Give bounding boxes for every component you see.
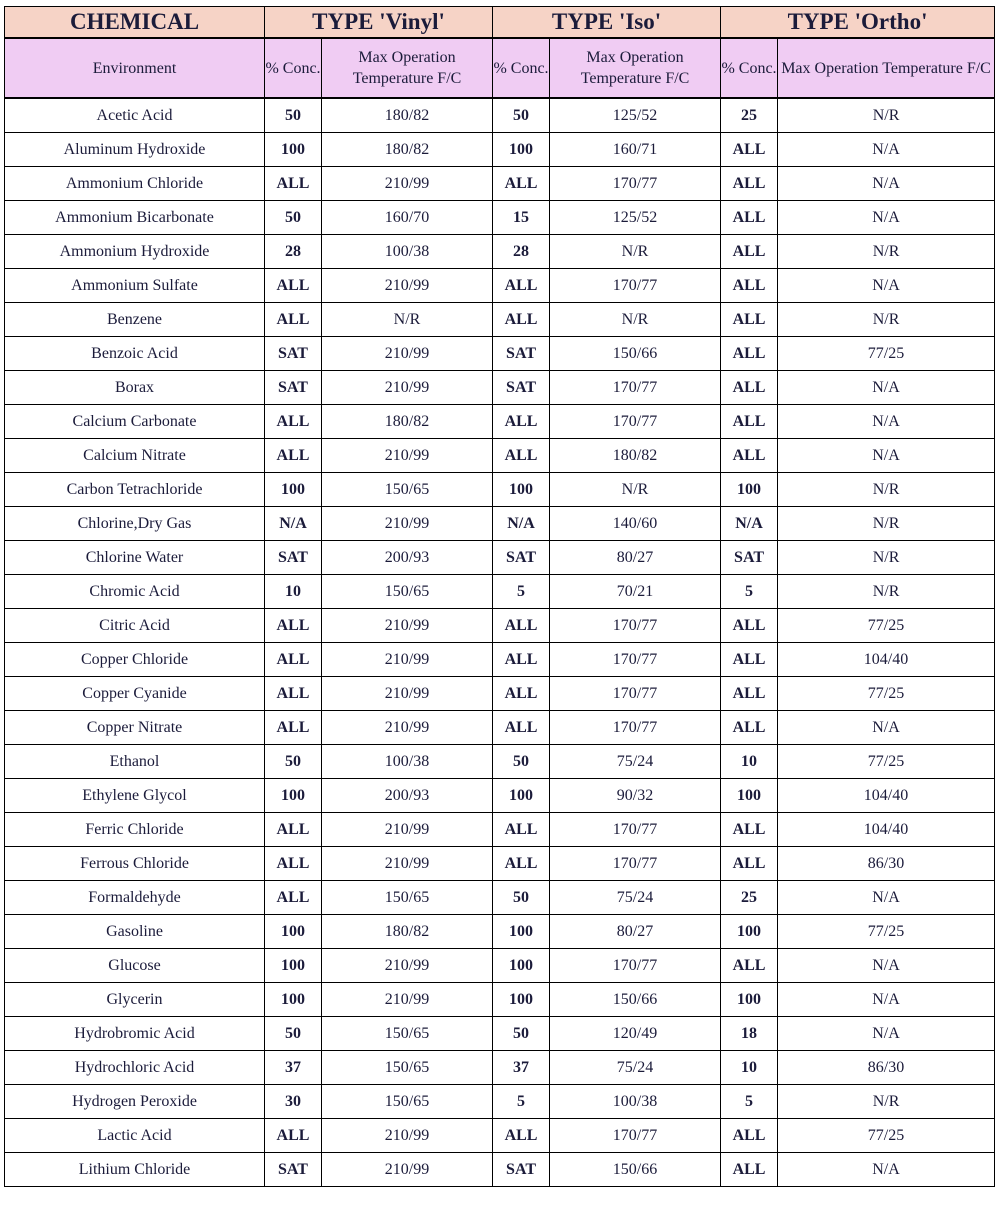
iso-temp-cell: 170/77 bbox=[550, 1119, 721, 1153]
chemical-name-cell: Hydrochloric Acid bbox=[5, 1051, 265, 1085]
table-row bbox=[5, 983, 995, 1017]
chemical-name-cell: Ferric Chloride bbox=[5, 813, 265, 847]
table-row bbox=[5, 235, 995, 269]
table-row bbox=[5, 915, 995, 949]
vinyl-temp-cell: 210/99 bbox=[322, 949, 493, 983]
table-row bbox=[5, 133, 995, 167]
chemical-name-cell: Chromic Acid bbox=[5, 575, 265, 609]
ortho-temp-cell: 77/25 bbox=[778, 745, 995, 779]
subheader-environment: Environment bbox=[5, 38, 265, 98]
chemical-name-cell: Copper Cyanide bbox=[5, 677, 265, 711]
ortho-temp-cell: N/R bbox=[778, 303, 995, 337]
vinyl-conc-cell: ALL bbox=[265, 643, 322, 677]
vinyl-conc-cell: 50 bbox=[265, 201, 322, 235]
ortho-conc-cell: ALL bbox=[721, 167, 778, 201]
ortho-conc-cell: 100 bbox=[721, 473, 778, 507]
iso-temp-cell: 125/52 bbox=[550, 201, 721, 235]
iso-conc-cell: ALL bbox=[493, 677, 550, 711]
iso-conc-cell: 5 bbox=[493, 575, 550, 609]
vinyl-conc-cell: SAT bbox=[265, 337, 322, 371]
ortho-conc-cell: ALL bbox=[721, 813, 778, 847]
iso-conc-cell: 15 bbox=[493, 201, 550, 235]
iso-temp-cell: 170/77 bbox=[550, 167, 721, 201]
vinyl-conc-cell: 100 bbox=[265, 473, 322, 507]
subheader-vinyl-conc: % Conc. bbox=[265, 38, 322, 98]
chemical-name-cell: Borax bbox=[5, 371, 265, 405]
iso-conc-cell: 28 bbox=[493, 235, 550, 269]
iso-temp-cell: 170/77 bbox=[550, 269, 721, 303]
vinyl-temp-cell: 210/99 bbox=[322, 167, 493, 201]
iso-temp-cell: 75/24 bbox=[550, 881, 721, 915]
ortho-temp-cell: N/A bbox=[778, 167, 995, 201]
iso-conc-cell: SAT bbox=[493, 541, 550, 575]
ortho-temp-cell: N/A bbox=[778, 371, 995, 405]
subheader-ortho-temp: Max Operation Temperature F/C bbox=[778, 38, 995, 98]
ortho-conc-cell: ALL bbox=[721, 1153, 778, 1187]
ortho-temp-cell: 77/25 bbox=[778, 915, 995, 949]
vinyl-temp-cell: 100/38 bbox=[322, 745, 493, 779]
iso-conc-cell: ALL bbox=[493, 1119, 550, 1153]
vinyl-conc-cell: 28 bbox=[265, 235, 322, 269]
iso-conc-cell: 50 bbox=[493, 745, 550, 779]
vinyl-temp-cell: 210/99 bbox=[322, 983, 493, 1017]
ortho-conc-cell: ALL bbox=[721, 1119, 778, 1153]
vinyl-temp-cell: 200/93 bbox=[322, 779, 493, 813]
table-row bbox=[5, 1153, 995, 1187]
ortho-conc-cell: ALL bbox=[721, 337, 778, 371]
ortho-temp-cell: N/A bbox=[778, 983, 995, 1017]
ortho-conc-cell: ALL bbox=[721, 133, 778, 167]
iso-temp-cell: 170/77 bbox=[550, 643, 721, 677]
iso-conc-cell: ALL bbox=[493, 847, 550, 881]
vinyl-conc-cell: 100 bbox=[265, 915, 322, 949]
vinyl-conc-cell: ALL bbox=[265, 711, 322, 745]
ortho-conc-cell: ALL bbox=[721, 847, 778, 881]
vinyl-conc-cell: ALL bbox=[265, 677, 322, 711]
chemical-name-cell: Lactic Acid bbox=[5, 1119, 265, 1153]
ortho-conc-cell: ALL bbox=[721, 439, 778, 473]
iso-temp-cell: 150/66 bbox=[550, 1153, 721, 1187]
chemical-name-cell: Hydrobromic Acid bbox=[5, 1017, 265, 1051]
chemical-name-cell: Glucose bbox=[5, 949, 265, 983]
vinyl-conc-cell: ALL bbox=[265, 439, 322, 473]
header-row bbox=[5, 7, 995, 39]
vinyl-temp-cell: 150/65 bbox=[322, 575, 493, 609]
vinyl-conc-cell: ALL bbox=[265, 881, 322, 915]
iso-temp-cell: 170/77 bbox=[550, 371, 721, 405]
vinyl-temp-cell: 210/99 bbox=[322, 507, 493, 541]
table-body bbox=[5, 98, 995, 1187]
vinyl-conc-cell: 100 bbox=[265, 949, 322, 983]
header-vinyl: TYPE 'Vinyl' bbox=[265, 7, 493, 39]
ortho-conc-cell: ALL bbox=[721, 303, 778, 337]
table-row bbox=[5, 711, 995, 745]
ortho-temp-cell: 104/40 bbox=[778, 643, 995, 677]
iso-temp-cell: 150/66 bbox=[550, 983, 721, 1017]
ortho-temp-cell: N/A bbox=[778, 201, 995, 235]
table-row bbox=[5, 405, 995, 439]
iso-conc-cell: SAT bbox=[493, 1153, 550, 1187]
vinyl-temp-cell: 210/99 bbox=[322, 643, 493, 677]
vinyl-conc-cell: SAT bbox=[265, 371, 322, 405]
ortho-temp-cell: N/A bbox=[778, 439, 995, 473]
table-row bbox=[5, 1051, 995, 1085]
iso-temp-cell: 170/77 bbox=[550, 677, 721, 711]
iso-conc-cell: ALL bbox=[493, 439, 550, 473]
header-ortho: TYPE 'Ortho' bbox=[721, 7, 995, 39]
chemical-name-cell: Carbon Tetrachloride bbox=[5, 473, 265, 507]
vinyl-temp-cell: 210/99 bbox=[322, 1153, 493, 1187]
ortho-temp-cell: N/R bbox=[778, 473, 995, 507]
iso-temp-cell: 170/77 bbox=[550, 711, 721, 745]
subheader-iso-conc: % Conc. bbox=[493, 38, 550, 98]
iso-temp-cell: N/R bbox=[550, 235, 721, 269]
chemical-name-cell: Ammonium Chloride bbox=[5, 167, 265, 201]
vinyl-temp-cell: 210/99 bbox=[322, 609, 493, 643]
iso-conc-cell: ALL bbox=[493, 643, 550, 677]
iso-conc-cell: ALL bbox=[493, 269, 550, 303]
table-row bbox=[5, 745, 995, 779]
ortho-temp-cell: N/A bbox=[778, 133, 995, 167]
ortho-temp-cell: N/A bbox=[778, 1153, 995, 1187]
ortho-conc-cell: 100 bbox=[721, 915, 778, 949]
vinyl-conc-cell: 100 bbox=[265, 133, 322, 167]
ortho-temp-cell: N/R bbox=[778, 507, 995, 541]
table-row bbox=[5, 439, 995, 473]
ortho-temp-cell: 86/30 bbox=[778, 847, 995, 881]
ortho-temp-cell: 77/25 bbox=[778, 677, 995, 711]
iso-conc-cell: 100 bbox=[493, 133, 550, 167]
ortho-conc-cell: 5 bbox=[721, 575, 778, 609]
table-row bbox=[5, 949, 995, 983]
table-row bbox=[5, 609, 995, 643]
subheader-row bbox=[5, 38, 995, 98]
iso-temp-cell: 75/24 bbox=[550, 1051, 721, 1085]
table-row bbox=[5, 779, 995, 813]
iso-conc-cell: ALL bbox=[493, 405, 550, 439]
table-row bbox=[5, 813, 995, 847]
chemical-name-cell: Lithium Chloride bbox=[5, 1153, 265, 1187]
vinyl-conc-cell: 50 bbox=[265, 98, 322, 133]
chemical-name-cell: Benzoic Acid bbox=[5, 337, 265, 371]
table-row bbox=[5, 575, 995, 609]
table-row bbox=[5, 541, 995, 575]
ortho-temp-cell: N/A bbox=[778, 949, 995, 983]
vinyl-temp-cell: 180/82 bbox=[322, 405, 493, 439]
vinyl-temp-cell: 210/99 bbox=[322, 1119, 493, 1153]
iso-temp-cell: 120/49 bbox=[550, 1017, 721, 1051]
ortho-temp-cell: N/R bbox=[778, 1085, 995, 1119]
table-row bbox=[5, 847, 995, 881]
iso-temp-cell: 170/77 bbox=[550, 847, 721, 881]
iso-temp-cell: 100/38 bbox=[550, 1085, 721, 1119]
vinyl-temp-cell: 150/65 bbox=[322, 473, 493, 507]
vinyl-temp-cell: 210/99 bbox=[322, 711, 493, 745]
iso-temp-cell: 170/77 bbox=[550, 609, 721, 643]
chemical-name-cell: Ammonium Bicarbonate bbox=[5, 201, 265, 235]
vinyl-temp-cell: 210/99 bbox=[322, 677, 493, 711]
ortho-temp-cell: 104/40 bbox=[778, 813, 995, 847]
chemical-name-cell: Calcium Carbonate bbox=[5, 405, 265, 439]
iso-conc-cell: SAT bbox=[493, 337, 550, 371]
ortho-temp-cell: N/R bbox=[778, 541, 995, 575]
ortho-conc-cell: ALL bbox=[721, 949, 778, 983]
ortho-temp-cell: N/R bbox=[778, 575, 995, 609]
chemical-name-cell: Aluminum Hydroxide bbox=[5, 133, 265, 167]
chemical-name-cell: Ammonium Hydroxide bbox=[5, 235, 265, 269]
vinyl-conc-cell: 50 bbox=[265, 1017, 322, 1051]
vinyl-temp-cell: N/R bbox=[322, 303, 493, 337]
subheader-vinyl-temp: Max Operation Temperature F/C bbox=[322, 38, 493, 98]
vinyl-conc-cell: SAT bbox=[265, 1153, 322, 1187]
iso-conc-cell: N/A bbox=[493, 507, 550, 541]
vinyl-conc-cell: ALL bbox=[265, 167, 322, 201]
vinyl-temp-cell: 150/65 bbox=[322, 881, 493, 915]
table-row bbox=[5, 371, 995, 405]
ortho-conc-cell: N/A bbox=[721, 507, 778, 541]
vinyl-conc-cell: 30 bbox=[265, 1085, 322, 1119]
ortho-conc-cell: ALL bbox=[721, 371, 778, 405]
iso-temp-cell: 80/27 bbox=[550, 541, 721, 575]
table-row bbox=[5, 303, 995, 337]
iso-temp-cell: 170/77 bbox=[550, 813, 721, 847]
chemical-resistance-table bbox=[4, 6, 995, 1187]
chemical-name-cell: Calcium Nitrate bbox=[5, 439, 265, 473]
iso-temp-cell: 170/77 bbox=[550, 405, 721, 439]
vinyl-temp-cell: 210/99 bbox=[322, 813, 493, 847]
chemical-name-cell: Gasoline bbox=[5, 915, 265, 949]
table-row bbox=[5, 201, 995, 235]
iso-temp-cell: N/R bbox=[550, 473, 721, 507]
iso-conc-cell: SAT bbox=[493, 371, 550, 405]
chemical-name-cell: Chlorine,Dry Gas bbox=[5, 507, 265, 541]
vinyl-conc-cell: ALL bbox=[265, 303, 322, 337]
header-iso: TYPE 'Iso' bbox=[493, 7, 721, 39]
ortho-conc-cell: ALL bbox=[721, 201, 778, 235]
ortho-conc-cell: SAT bbox=[721, 541, 778, 575]
ortho-temp-cell: 77/25 bbox=[778, 609, 995, 643]
chemical-name-cell: Copper Nitrate bbox=[5, 711, 265, 745]
vinyl-temp-cell: 210/99 bbox=[322, 269, 493, 303]
vinyl-conc-cell: 100 bbox=[265, 983, 322, 1017]
ortho-temp-cell: N/A bbox=[778, 269, 995, 303]
vinyl-conc-cell: ALL bbox=[265, 609, 322, 643]
chemical-name-cell: Ammonium Sulfate bbox=[5, 269, 265, 303]
ortho-temp-cell: 104/40 bbox=[778, 779, 995, 813]
chemical-name-cell: Ethanol bbox=[5, 745, 265, 779]
chemical-name-cell: Glycerin bbox=[5, 983, 265, 1017]
ortho-temp-cell: 77/25 bbox=[778, 1119, 995, 1153]
chemical-name-cell: Acetic Acid bbox=[5, 98, 265, 133]
iso-conc-cell: 100 bbox=[493, 949, 550, 983]
ortho-conc-cell: ALL bbox=[721, 235, 778, 269]
vinyl-conc-cell: ALL bbox=[265, 847, 322, 881]
iso-conc-cell: 50 bbox=[493, 1017, 550, 1051]
ortho-conc-cell: 10 bbox=[721, 745, 778, 779]
vinyl-temp-cell: 200/93 bbox=[322, 541, 493, 575]
table-row bbox=[5, 507, 995, 541]
chemical-name-cell: Ferrous Chloride bbox=[5, 847, 265, 881]
vinyl-temp-cell: 210/99 bbox=[322, 337, 493, 371]
table-row bbox=[5, 643, 995, 677]
ortho-conc-cell: ALL bbox=[721, 711, 778, 745]
header-chemical: CHEMICAL bbox=[5, 7, 265, 39]
chemical-name-cell: Ethylene Glycol bbox=[5, 779, 265, 813]
subheader-iso-temp: Max Operation Temperature F/C bbox=[550, 38, 721, 98]
iso-temp-cell: 70/21 bbox=[550, 575, 721, 609]
vinyl-conc-cell: N/A bbox=[265, 507, 322, 541]
chemical-name-cell: Formaldehyde bbox=[5, 881, 265, 915]
vinyl-conc-cell: 100 bbox=[265, 779, 322, 813]
vinyl-conc-cell: 10 bbox=[265, 575, 322, 609]
table-row bbox=[5, 98, 995, 133]
chemical-name-cell: Citric Acid bbox=[5, 609, 265, 643]
ortho-conc-cell: 5 bbox=[721, 1085, 778, 1119]
vinyl-temp-cell: 180/82 bbox=[322, 98, 493, 133]
table-row bbox=[5, 881, 995, 915]
iso-temp-cell: 125/52 bbox=[550, 98, 721, 133]
vinyl-temp-cell: 160/70 bbox=[322, 201, 493, 235]
chemical-name-cell: Benzene bbox=[5, 303, 265, 337]
iso-temp-cell: 75/24 bbox=[550, 745, 721, 779]
table-row bbox=[5, 677, 995, 711]
vinyl-temp-cell: 210/99 bbox=[322, 847, 493, 881]
vinyl-conc-cell: 37 bbox=[265, 1051, 322, 1085]
ortho-temp-cell: N/R bbox=[778, 235, 995, 269]
table-row bbox=[5, 167, 995, 201]
vinyl-temp-cell: 180/82 bbox=[322, 133, 493, 167]
vinyl-temp-cell: 150/65 bbox=[322, 1051, 493, 1085]
ortho-conc-cell: 25 bbox=[721, 881, 778, 915]
vinyl-temp-cell: 100/38 bbox=[322, 235, 493, 269]
vinyl-conc-cell: ALL bbox=[265, 1119, 322, 1153]
iso-conc-cell: 100 bbox=[493, 779, 550, 813]
chemical-name-cell: Chlorine Water bbox=[5, 541, 265, 575]
iso-temp-cell: 90/32 bbox=[550, 779, 721, 813]
iso-conc-cell: 50 bbox=[493, 98, 550, 133]
ortho-conc-cell: ALL bbox=[721, 405, 778, 439]
table-row bbox=[5, 1017, 995, 1051]
iso-temp-cell: 150/66 bbox=[550, 337, 721, 371]
iso-temp-cell: 170/77 bbox=[550, 949, 721, 983]
ortho-temp-cell: N/A bbox=[778, 1017, 995, 1051]
ortho-conc-cell: ALL bbox=[721, 677, 778, 711]
iso-conc-cell: ALL bbox=[493, 303, 550, 337]
ortho-conc-cell: ALL bbox=[721, 269, 778, 303]
ortho-temp-cell: N/A bbox=[778, 405, 995, 439]
iso-temp-cell: 180/82 bbox=[550, 439, 721, 473]
vinyl-temp-cell: 210/99 bbox=[322, 371, 493, 405]
vinyl-temp-cell: 180/82 bbox=[322, 915, 493, 949]
ortho-conc-cell: ALL bbox=[721, 643, 778, 677]
table-row bbox=[5, 473, 995, 507]
iso-conc-cell: 100 bbox=[493, 473, 550, 507]
ortho-conc-cell: 25 bbox=[721, 98, 778, 133]
subheader-ortho-conc: % Conc. bbox=[721, 38, 778, 98]
ortho-temp-cell: N/A bbox=[778, 881, 995, 915]
iso-temp-cell: 160/71 bbox=[550, 133, 721, 167]
iso-conc-cell: ALL bbox=[493, 167, 550, 201]
ortho-conc-cell: 10 bbox=[721, 1051, 778, 1085]
vinyl-temp-cell: 150/65 bbox=[322, 1085, 493, 1119]
table-row bbox=[5, 1085, 995, 1119]
ortho-temp-cell: 77/25 bbox=[778, 337, 995, 371]
iso-conc-cell: ALL bbox=[493, 711, 550, 745]
table-row bbox=[5, 269, 995, 303]
vinyl-conc-cell: ALL bbox=[265, 405, 322, 439]
ortho-temp-cell: N/R bbox=[778, 98, 995, 133]
chemical-name-cell: Hydrogen Peroxide bbox=[5, 1085, 265, 1119]
vinyl-conc-cell: SAT bbox=[265, 541, 322, 575]
iso-conc-cell: ALL bbox=[493, 813, 550, 847]
ortho-conc-cell: 100 bbox=[721, 779, 778, 813]
iso-temp-cell: 140/60 bbox=[550, 507, 721, 541]
ortho-conc-cell: 18 bbox=[721, 1017, 778, 1051]
ortho-conc-cell: 100 bbox=[721, 983, 778, 1017]
chemical-name-cell: Copper Chloride bbox=[5, 643, 265, 677]
ortho-temp-cell: 86/30 bbox=[778, 1051, 995, 1085]
iso-conc-cell: 50 bbox=[493, 881, 550, 915]
vinyl-conc-cell: 50 bbox=[265, 745, 322, 779]
vinyl-temp-cell: 210/99 bbox=[322, 439, 493, 473]
vinyl-conc-cell: ALL bbox=[265, 269, 322, 303]
iso-temp-cell: 80/27 bbox=[550, 915, 721, 949]
iso-conc-cell: ALL bbox=[493, 609, 550, 643]
ortho-conc-cell: ALL bbox=[721, 609, 778, 643]
ortho-temp-cell: N/A bbox=[778, 711, 995, 745]
table-row bbox=[5, 337, 995, 371]
table-row bbox=[5, 1119, 995, 1153]
vinyl-conc-cell: ALL bbox=[265, 813, 322, 847]
vinyl-temp-cell: 150/65 bbox=[322, 1017, 493, 1051]
iso-conc-cell: 100 bbox=[493, 983, 550, 1017]
iso-conc-cell: 100 bbox=[493, 915, 550, 949]
iso-temp-cell: N/R bbox=[550, 303, 721, 337]
iso-conc-cell: 5 bbox=[493, 1085, 550, 1119]
iso-conc-cell: 37 bbox=[493, 1051, 550, 1085]
